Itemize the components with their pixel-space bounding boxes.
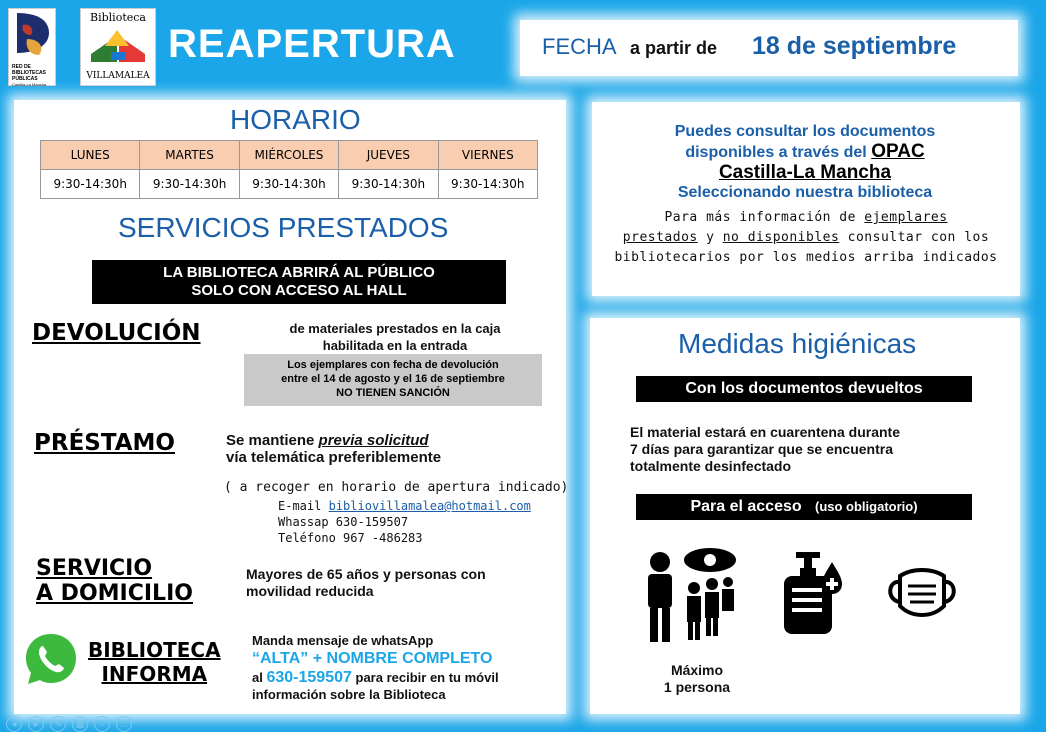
hand-sanitizer-icon xyxy=(782,552,846,636)
biblioteca-villamalea-logo xyxy=(80,8,156,86)
pen-icon[interactable]: ✎ xyxy=(50,716,66,732)
email-link[interactable]: bibliovillamalea@hotmail.com xyxy=(328,499,531,513)
informa-line: información sobre la Biblioteca xyxy=(252,687,446,702)
prestamo-heading: PRÉSTAMO xyxy=(34,430,175,456)
informa-line: para recibir en tu móvil xyxy=(355,670,499,685)
cuarentena-line: totalmente desinfectado xyxy=(630,458,792,474)
hours-cell: 9:30-14:30h xyxy=(41,170,140,199)
email-label: E-mail xyxy=(278,499,322,513)
logo-villamalea-text: VILLAMALEA xyxy=(86,71,150,81)
opac-line: Puedes consultar los documentos xyxy=(674,123,936,140)
opac-info-line: consultar con los xyxy=(847,230,990,245)
opac-text xyxy=(600,122,1010,203)
opac-info-line: bibliotecarios por los medios arriba indicados xyxy=(614,250,998,265)
cuarentena-line: 7 días para garantizar que se encuentra xyxy=(630,441,893,457)
max-persons-text xyxy=(652,662,742,696)
opac-line: Seleccionando nuestra biblioteca xyxy=(677,184,933,201)
domicilio-heading xyxy=(36,556,193,606)
day-cell: VIERNES xyxy=(438,141,537,170)
acceso-label: Para el acceso xyxy=(690,498,802,515)
prestamo-recoger: ( a recoger en horario de apertura indicado) xyxy=(224,480,569,495)
date-value: 18 de septiembre xyxy=(752,32,957,60)
horario-days-row xyxy=(41,141,538,170)
logo-biblioteca-text: Biblioteca xyxy=(90,11,146,24)
people-distance-icon xyxy=(640,546,740,646)
previous-icon[interactable]: ◂ xyxy=(6,716,22,732)
informa-heading-line: INFORMA xyxy=(101,662,208,686)
max-line: 1 persona xyxy=(663,679,731,695)
books-icon xyxy=(81,24,155,66)
acceso-note: (uso obligatorio) xyxy=(815,499,918,514)
prestamo-text xyxy=(226,432,441,466)
domicilio-line: movilidad reducida xyxy=(246,583,374,599)
banner-line: LA BIBLIOTECA ABRIRÁ AL PÚBLICO xyxy=(163,264,435,281)
acceso-hall-banner xyxy=(92,260,506,304)
opac-info-line: y xyxy=(706,230,715,245)
domicilio-heading-line: A DOMICILIO xyxy=(36,581,193,606)
horario-table xyxy=(40,140,538,199)
red-bibliotecas-text: RED DE BIBLIOTECAS PÚBLICAS xyxy=(12,64,46,82)
day-cell: JUEVES xyxy=(339,141,438,170)
sancion-note xyxy=(244,354,542,406)
slide-toolbar xyxy=(6,716,132,732)
prestamo-emphasis: previa solicitud xyxy=(318,432,429,449)
prestamo-line: Se mantiene xyxy=(226,432,315,449)
face-mask-icon xyxy=(884,564,960,624)
hours-cell: 9:30-14:30h xyxy=(438,170,537,199)
telefono-number: Teléfono 967 -486283 xyxy=(278,531,423,545)
informa-text xyxy=(252,632,499,703)
domicilio-text xyxy=(246,566,486,600)
note-line: NO TIENEN SANCIÓN xyxy=(336,387,450,399)
informa-heading-line: BIBLIOTECA xyxy=(88,638,221,662)
next-icon[interactable]: ▸ xyxy=(28,716,44,732)
devolucion-text xyxy=(250,320,540,354)
hours-cell: 9:30-14:30h xyxy=(239,170,338,199)
page-title: REAPERTURA xyxy=(168,22,456,66)
informa-line: al xyxy=(252,670,263,685)
day-cell: LUNES xyxy=(41,141,140,170)
informa-keyword: “ALTA” + NOMBRE COMPLETO xyxy=(252,650,493,667)
opac-line: disponibles a través del xyxy=(685,144,867,161)
opac-info-emphasis: no disponibles xyxy=(722,230,840,245)
more-icon[interactable]: … xyxy=(116,716,132,732)
opac-info-emphasis: prestados xyxy=(622,230,698,245)
slides-icon[interactable]: ▦ xyxy=(72,716,88,732)
date-label: FECHA xyxy=(542,34,617,59)
day-cell: MARTES xyxy=(140,141,239,170)
domicilio-line: Mayores de 65 años y personas con xyxy=(246,566,486,582)
informa-phone: 630-159507 xyxy=(266,669,352,686)
red-bibliotecas-logo xyxy=(8,8,56,86)
opac-info xyxy=(604,208,1008,268)
red-bibliotecas-logo-mark xyxy=(9,9,55,59)
hours-cell: 9:30-14:30h xyxy=(140,170,239,199)
red-bibliotecas-subtext: Castilla-La Mancha xyxy=(12,82,47,87)
documentos-devueltos-banner: Con los documentos devueltos xyxy=(636,376,972,402)
devolucion-heading: DEVOLUCIÓN xyxy=(32,320,201,346)
opac-link[interactable]: OPAC xyxy=(871,141,925,162)
whatsapp-number: Whassap 630-159507 xyxy=(278,515,409,529)
domicilio-heading-line: SERVICIO xyxy=(36,556,153,581)
opac-info-line: Para más información de xyxy=(664,210,856,225)
cuarentena-line: El material estará en cuarentena durante xyxy=(630,424,900,440)
banner-line: SOLO CON ACCESO AL HALL xyxy=(191,282,407,299)
prestamo-line: vía telemática preferiblemente xyxy=(226,449,442,466)
note-line: Los ejemplares con fecha de devolución xyxy=(287,359,499,371)
servicios-title: SERVICIOS PRESTADOS xyxy=(118,212,449,243)
horario-hours-row xyxy=(41,170,538,199)
zoom-icon[interactable]: ⌕ xyxy=(94,716,110,732)
whatsapp-icon xyxy=(22,630,80,693)
max-line: Máximo xyxy=(670,662,724,678)
devolucion-line: habilitada en la entrada xyxy=(322,338,468,353)
opac-region: Castilla-La Mancha xyxy=(718,162,892,183)
informa-heading xyxy=(88,638,221,686)
cuarentena-text xyxy=(630,424,900,475)
informa-line: Manda mensaje de whatsApp xyxy=(252,633,434,648)
devolucion-line: de materiales prestados en la caja xyxy=(289,321,501,336)
opac-info-emphasis: ejemplares xyxy=(864,210,948,225)
hours-cell: 9:30-14:30h xyxy=(339,170,438,199)
horario-title: HORARIO xyxy=(230,104,361,135)
contact-block xyxy=(278,498,531,546)
date-prefix: a partir de xyxy=(630,38,718,58)
medidas-title: Medidas higiénicas xyxy=(678,328,917,359)
note-line: entre el 14 de agosto y el 16 de septiembre xyxy=(281,373,505,385)
acceso-banner xyxy=(636,494,972,520)
day-cell: MIÉRCOLES xyxy=(239,141,338,170)
